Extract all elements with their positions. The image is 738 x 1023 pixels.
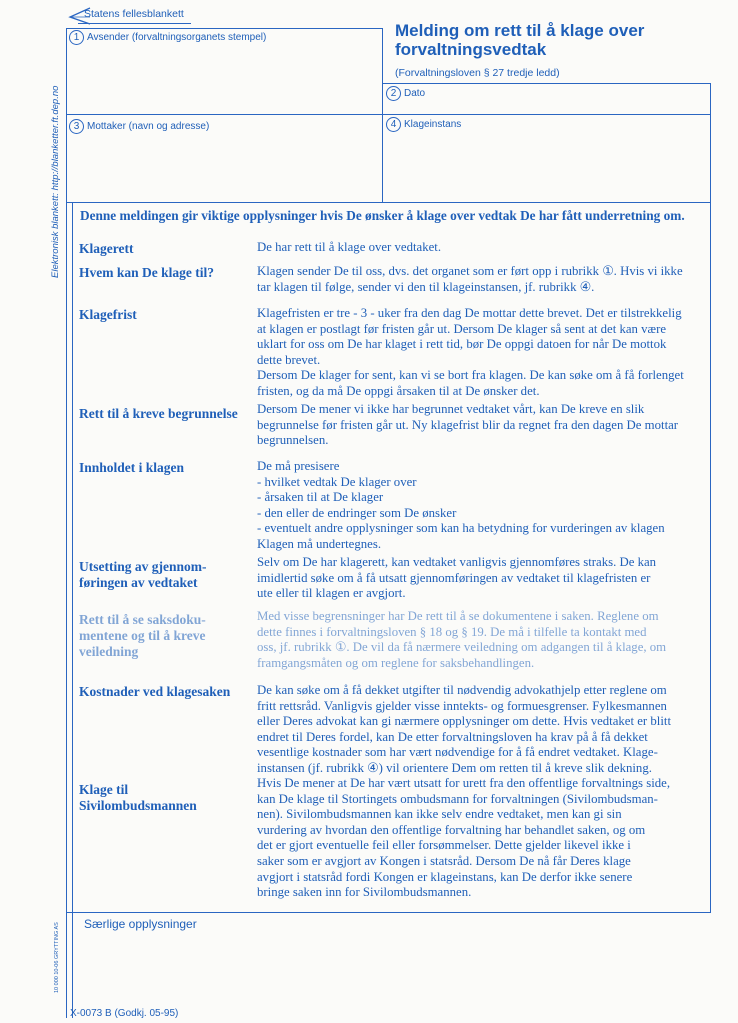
frame-top <box>66 28 382 29</box>
issuer-underline <box>78 23 191 24</box>
issuer-name: Statens fellesblankett <box>84 8 184 20</box>
field-sender[interactable]: 1 Avsender (forvaltningsorganets stempel) <box>69 30 379 112</box>
special-left <box>72 912 73 1018</box>
section-text-sivilombud: Hvis De mener at De har vært utsatt for urett fra den offentlige forvaltnings side, kan De klage til Stortingets ombudsmann for forvaltningen (Sivilombudsman- nen). Sivilombudsmannen kan ikke selv endre vedtaket, men kan gi sin vurdering av hvordan den offentlige forvaltning har behandlet saken, og om det er gjort eventuelle feil eller forsømmelser. Dette gjelder likevel ikke i saker som er avgjort av Kongen i statsråd. Dersom De nå får Deres klage avgjort i statsråd fordi Kongen er klageinstans, kan De derfor ikke senere bringe saken inn for Sivilombudsmannen. <box>257 776 671 900</box>
section-text-innsyn: Med visse begrensninger har De rett til å se dokumentene i saken. Reglene om dette finnes i forvaltningsloven § 18 og § 19. De må i tilfelle ta kontakt med oss, jf. rubrikk ①. De vil da få nærmere veiledning om adgangen til å klage, om framgangsmåten og om reglene for saksbehandlingen. <box>257 609 667 670</box>
section-label-utsetting: Utsetting av gjennom- føringen av vedtaket <box>79 559 207 590</box>
section-label-sivilombud: Klage til Sivilombudsmannen <box>79 782 197 813</box>
section-label-innsyn: Rett til å se saksdoku- mentene og til å kreve veiledning <box>79 612 206 659</box>
section-text-klagefrist: Klagefristen er tre - 3 - uker fra den dag De mottar dette brevet. Det er tilstrekkelig at klagen er postlagt før fristen går ut. Dersom De klager så sent at det kan være uklart for oss om De har klaget i rett tid, bør De oppgi datoen for når De mottok dette brevet. Dersom De klager for sent, kan vi se bort fra klagen. De kan søke om å få forlenget fristen, og da må De oppgi årsaken til at De ønsker det. <box>257 306 684 398</box>
field-date[interactable]: 2 Dato <box>386 86 706 112</box>
date-top <box>382 83 710 84</box>
section-text-innhold: De må presisere - hvilket vedtak De klager over - årsaken til at De klager - den eller de endringer som De ønsker - eventuelt andre opplysninger som kan ha betydning for vurderingen av klagen Klagen må undertegnes. <box>257 459 665 551</box>
section-label-kostnader: Kostnader ved klagesaken <box>79 684 231 699</box>
section-text-hvem: Klagen sender De til oss, dvs. det organet som er ført opp i rubrikk ①. Hvis vi ikke tar klagen til følge, sender vi den til klageinstansen, jf. rubrikk ④. <box>257 264 683 294</box>
fields-bottom <box>66 202 710 203</box>
frame-left <box>66 28 67 1018</box>
text-left-border <box>72 202 73 912</box>
section-label-begrunnelse: Rett til å kreve begrunnelse <box>79 406 238 421</box>
field-recipient[interactable]: 3 Mottaker (navn og adresse) <box>69 119 379 199</box>
section-label-klagefrist: Klagefrist <box>79 307 137 322</box>
section-text-begrunnelse: Dersom De mener vi ikke har begrunnet vedtaket vårt, kan De kreve en slik begrunnelse før fristen går ut. Ny klagefrist blir da regnet fra den dagen De mottar begrunnelsen. <box>257 402 679 448</box>
field-appeal-body[interactable]: 4 Klageinstans <box>386 117 706 199</box>
page-title: Melding om rett til å klage over forvaltningsvedtak <box>395 21 645 59</box>
section-text-utsetting: Selv om De har klagerett, kan vedtaket vanligvis gjennomføres straks. De kan imidlertid søke om å få utsatt gjennomføringen av vedtaket til klagefristen er ute eller til klagen er avgjort. <box>257 555 657 601</box>
fields-mid <box>66 114 710 115</box>
section-text-klagerett: De har rett til å klage over vedtaket. <box>257 240 442 254</box>
frame-mid-vertical <box>382 28 383 203</box>
section-label-innhold: Innholdet i klagen <box>79 460 185 475</box>
section-text-kostnader: De kan søke om å få dekket utgifter til nødvendig advokathjelp etter reglene om fritt rettsråd. Vanligvis gjelder visse inntekts- og formuesgrenser. Fylkesmannen eller Deres advokat kan gi nærmere opplysninger om dette. Hvis vedtaket er blitt endret til Deres fordel, kan De etter forvaltningsloven ha krav på å få dekket vesentlige kostnader som har vært nødvendige for å få endret vedtaket. Klage- instansen (jf. rubrikk ④) vil orientere Dem om retten til å kreve slik dekning. <box>257 683 671 775</box>
print-code: 10 000 10-06 GRYTTING AS <box>54 922 60 993</box>
text-bottom <box>66 912 710 913</box>
field-special-info[interactable]: Særlige opplysninger <box>84 917 197 931</box>
section-label-klagerett: Klagerett <box>79 241 134 256</box>
form-code: X-0073 B (Godkj. 05-95) <box>70 1008 179 1019</box>
page-subtitle: (Forvaltningsloven § 27 tredje ledd) <box>395 67 560 79</box>
intro-text: Denne meldingen gir viktige opplysninger hvis De ønsker å klage over vedtak De har fått underretning om. <box>80 208 685 223</box>
sidebar-url: Elektronisk blankett: http://blanketter.ft.dep.no <box>50 85 61 278</box>
section-label-hvem: Hvem kan De klage til? <box>79 265 214 280</box>
frame-right <box>710 83 711 913</box>
